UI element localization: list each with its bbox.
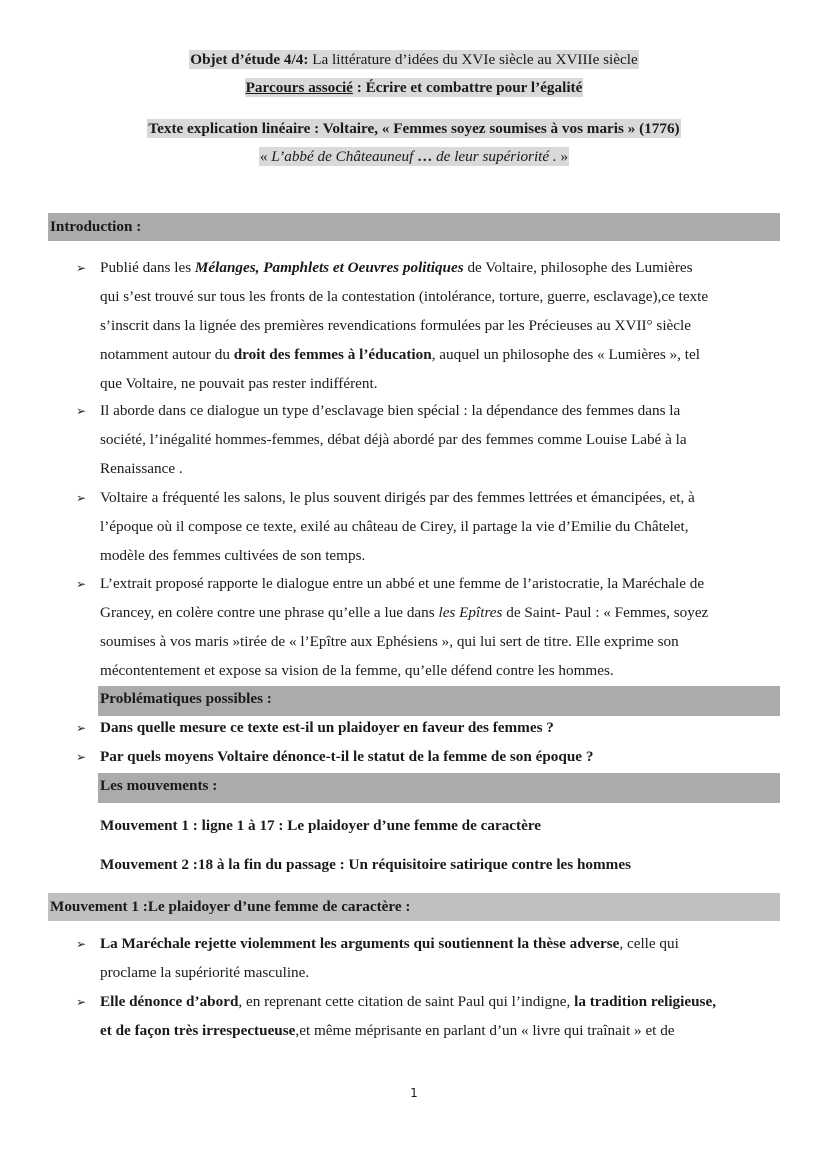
header-objet-etude [0, 50, 828, 70]
intro-bullet-line [100, 401, 680, 421]
intro-bullet-line [100, 287, 708, 307]
text: s’inscrit dans la lignée des premières revendications formulées par les Précieuses au XVII° siècle [100, 316, 691, 334]
mouvement-1-bullet-1-line-2: proclame la supériorité masculine. [100, 964, 310, 981]
bullet-arrow-icon: ➢ [76, 577, 87, 591]
problematique-item: Par quels moyens Voltaire dénonce-t-il le statut de la femme de son époque ? [100, 748, 594, 765]
problematiques-heading: Problématiques possibles : [100, 690, 272, 707]
text: l’époque où il compose ce texte, exilé au château de Cirey, il partage la vie d’Emilie du Châtelet, [100, 517, 689, 535]
problematique-item: Dans quelle mesure ce texte est-il un plaidoyer en faveur des femmes ? [100, 719, 554, 736]
text: Renaissance . [100, 459, 183, 477]
intro-bullet-line [100, 488, 695, 508]
text: de Saint- Paul : « Femmes, soyez [502, 603, 709, 621]
mouvement-1-heading: Mouvement 1 :Le plaidoyer d’une femme de caractère : [50, 898, 411, 915]
intro-bullet-line [100, 374, 378, 394]
intro-bullet-line [100, 430, 687, 450]
bullet-arrow-icon: ➢ [76, 491, 87, 505]
emphasized-text: droit des femmes à l’éducation [233, 345, 432, 363]
intro-bullet-line [100, 603, 708, 623]
intro-bullet-line [100, 316, 691, 336]
header-extrait [0, 147, 828, 167]
extrait-end: de leur supériorité . [436, 148, 557, 165]
quote-close: » [556, 148, 569, 165]
bullet-arrow-icon: ➢ [76, 750, 87, 764]
mouvement-item: Mouvement 2 :18 à la fin du passage : Un réquisitoire satirique contre les hommes [100, 856, 631, 873]
bold-text: Elle dénonce d’abord [100, 993, 239, 1010]
emphasized-text: Mélanges, Pamphlets et Oeuvres politiques [194, 259, 464, 276]
bold-text: La Maréchale rejette violemment les arguments qui soutiennent la thèse adverse [100, 935, 620, 952]
bullet-arrow-icon: ➢ [76, 261, 87, 275]
text: Grancey, en colère contre une phrase qu’elle a lue dans [100, 603, 439, 621]
section-mouvement-1 [48, 893, 780, 921]
parcours-label: Parcours associé [245, 79, 353, 96]
bullet-arrow-icon: ➢ [76, 404, 87, 418]
text: notamment autour du [100, 345, 234, 363]
text: ,et même méprisante en parlant d’un « livre qui traînait » et de [295, 1022, 675, 1039]
text: Publié dans les [100, 259, 195, 276]
text: qui s’est trouvé sur tous les fronts de la contestation (intolérance, torture, guerre, esclavage),ce texte [100, 287, 709, 305]
bold-text: et de façon très irrespectueuse [100, 1022, 296, 1039]
text: , celle qui [619, 935, 679, 952]
objet-etude-text: La littérature d’idées du XVIe siècle au XVIIIe siècle [308, 51, 638, 68]
mouvement-item: Mouvement 1 : ligne 1 à 17 : Le plaidoyer d’une femme de caractère [100, 817, 542, 834]
ellipsis: … [413, 148, 437, 165]
text: , auquel un philosophe des « Lumières », tel [431, 345, 700, 363]
text: Il aborde dans ce dialogue un type d’esclavage bien spécial : la dépendance des femmes dans la [100, 402, 681, 419]
intro-bullet-line [100, 546, 365, 566]
mouvement-1-bullet-1 [100, 934, 679, 954]
section-problematiques [98, 686, 780, 716]
bold-text: la tradition religieuse, [574, 993, 716, 1010]
bullet-arrow-icon: ➢ [76, 721, 87, 735]
text: soumises à vos maris »tirée de « l’Epître aux Ephésiens », qui lui sert de titre. Elle exprime son [100, 632, 679, 650]
text: L’extrait proposé rapporte le dialogue entre un abbé et une femme de l’aristocratie, la Maréchale de [100, 575, 705, 592]
section-mouvements [98, 773, 780, 803]
text: société, l’inégalité hommes-femmes, débat déjà abordé par des femmes comme Louise Labé à la [100, 430, 687, 448]
intro-bullet-line [100, 459, 183, 479]
text: que Voltaire, ne pouvait pas rester indifférent. [100, 374, 378, 392]
text: Voltaire a fréquenté les salons, le plus souvent dirigés par des femmes lettrées et émancipées, et, à [100, 489, 695, 506]
objet-etude-label: Objet d’étude 4/4: [190, 51, 309, 68]
mouvement-1-bullet-2-line-2 [100, 1021, 675, 1041]
bullet-arrow-icon: ➢ [76, 937, 87, 951]
page-number: 1 [410, 1086, 418, 1100]
header-parcours [0, 78, 828, 98]
mouvements-heading: Les mouvements : [100, 777, 218, 794]
text: modèle des femmes cultivées de son temps. [100, 546, 366, 564]
intro-bullet-line [100, 345, 700, 365]
texte-explication-title: Texte explication linéaire : Voltaire, « Femmes soyez soumises à vos maris » (1776) [148, 120, 680, 137]
section-introduction [48, 213, 780, 241]
text: de Voltaire, philosophe des Lumières [463, 259, 693, 276]
extrait-start: L’abbé de Châteauneuf [271, 148, 414, 165]
parcours-text: : Écrire et combattre pour l’égalité [352, 79, 583, 96]
header-texte-explication [0, 119, 828, 139]
intro-bullet-line [100, 258, 693, 278]
emphasized-text: les Epîtres [438, 603, 503, 621]
mouvement-1-bullet-2 [100, 992, 716, 1012]
text: , en reprenant cette citation de saint Paul qui l’indigne, [238, 993, 575, 1010]
intro-bullet-line [100, 661, 614, 681]
intro-bullet-line [100, 517, 689, 537]
introduction-heading: Introduction : [50, 218, 142, 235]
intro-bullet-line [100, 632, 679, 652]
intro-bullet-line [100, 574, 704, 594]
bullet-arrow-icon: ➢ [76, 995, 87, 1009]
quote-open: « [259, 148, 272, 165]
text: mécontentement et expose sa vision de la femme, qu’elle défend contre les hommes. [100, 661, 614, 679]
